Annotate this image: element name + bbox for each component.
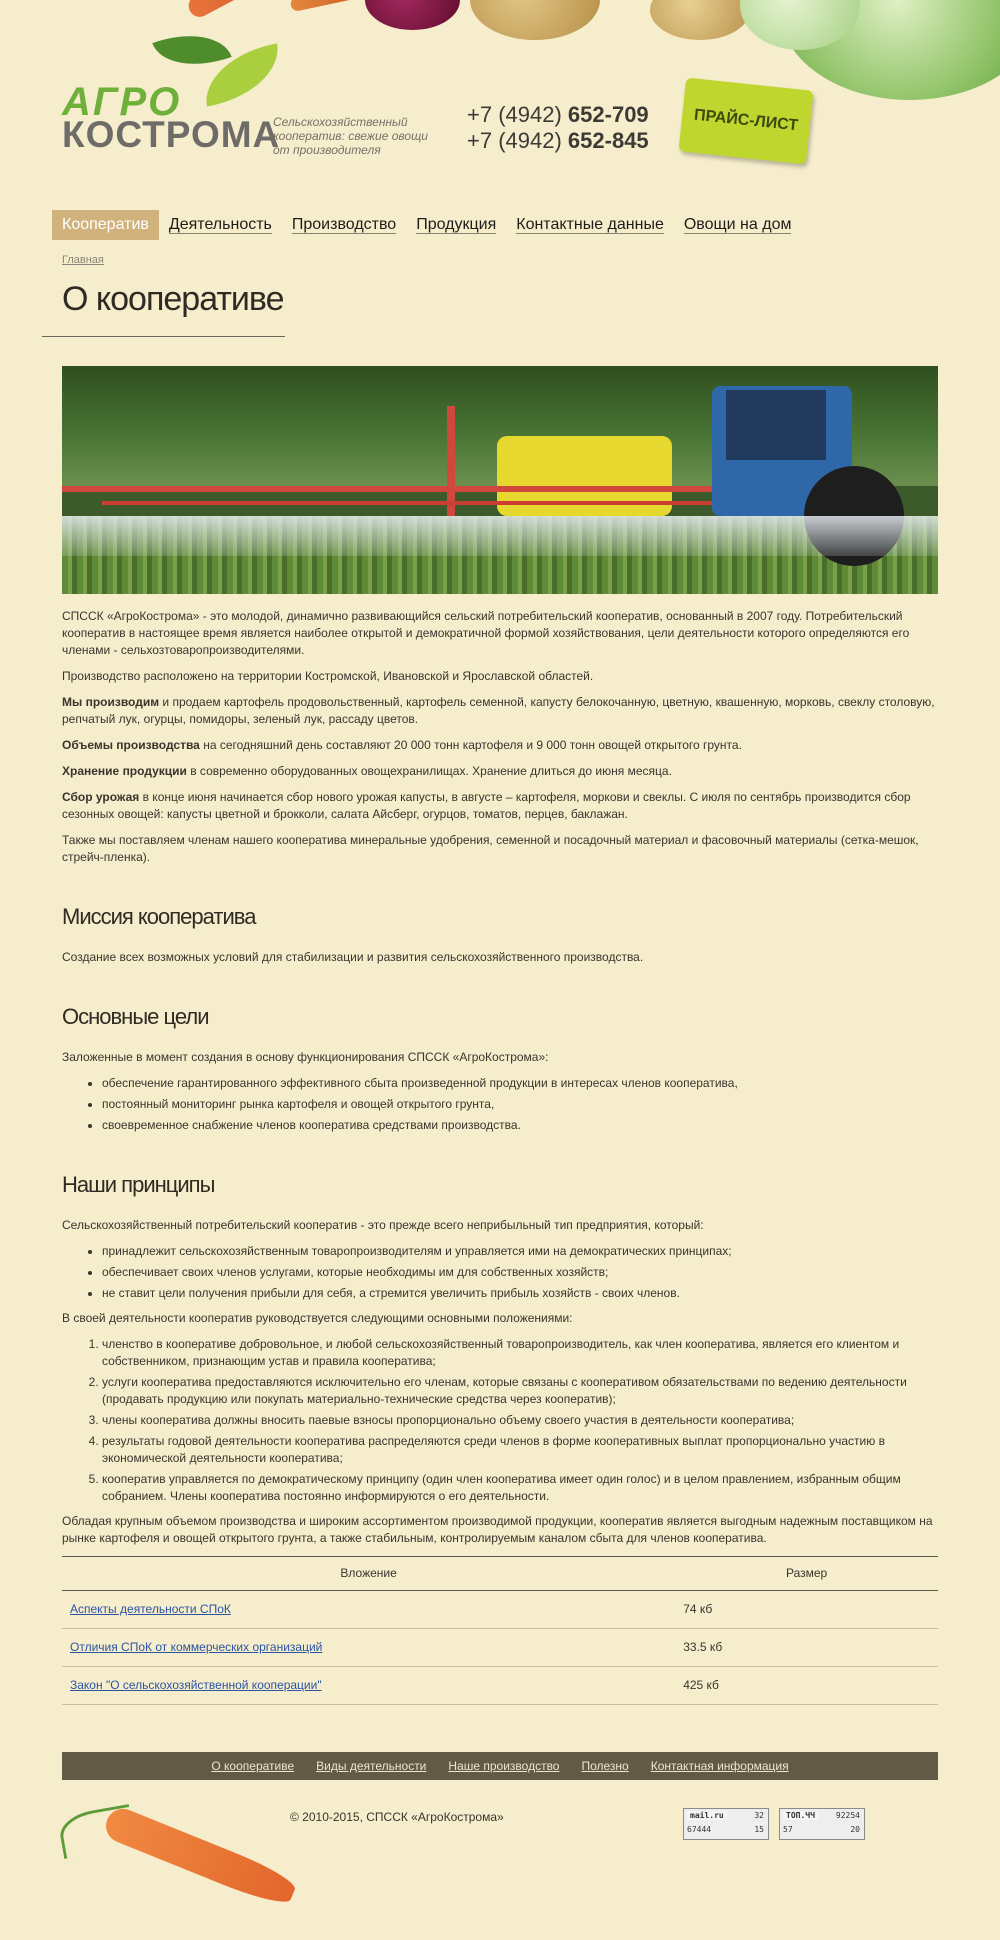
list-item: • принадлежит сельскохозяйственным товаропроизводителям и управляется ими на демократических принципах;: [102, 1243, 938, 1260]
mission-text: Создание всех возможных условий для стабилизации и развития сельскохозяйственного производства.: [62, 950, 644, 964]
footer-link-about[interactable]: О кооперативе: [211, 1759, 295, 1773]
table-row: [62, 1591, 938, 1629]
goals-heading: Основные цели: [62, 1004, 209, 1029]
attachment-size: 33.5 кб: [675, 1629, 938, 1667]
intro-paragraph: СПССК «АгроКострома» - это молодой, динамично развивающийся сельский потребительский кооператив, основанный в 2007 году. Потребительский кооператив в настоящее время является наиболее открытой и демократичной формой хозяйствования, цели деятельности которого определяются его членами - сельхозтоваропроизводителями.: [62, 609, 910, 657]
list-item: • своевременное снабжение членов кооператива средствами производства.: [102, 1117, 938, 1134]
nav-item-cooperative[interactable]: Кооператив: [52, 210, 159, 240]
column-header-file: Вложение: [62, 1557, 675, 1591]
main-content: [62, 608, 938, 1705]
table-row: [62, 1629, 938, 1667]
potato-illustration: [650, 0, 750, 40]
principles-intro: Сельскохозяйственный потребительский кооператив - это прежде всего неприбыльный тип предприятия, который:: [62, 1218, 704, 1232]
attachment-link[interactable]: Отличия СПоК от коммерческих организаций: [70, 1640, 323, 1654]
potato-illustration: [470, 0, 600, 40]
price-list-button[interactable]: ПРАЙС-ЛИСТ: [678, 78, 813, 165]
list-item: 4. результаты годовой деятельности кооператива распределяются среди членов в форме кооперативных выплат пропорционально участию в экономической деятельности кооператива;: [102, 1433, 938, 1467]
footer-link-contacts[interactable]: Контактная информация: [650, 1759, 789, 1773]
nav-item-products[interactable]: Продукция: [416, 216, 497, 233]
goals-intro: Заложенные в момент создания в основу функционирования СПССК «АгроКострома»:: [62, 1050, 549, 1064]
list-item: 5. кооператив управляется по демократическому принципу (один член кооператива имеет один голос) и в целом правлением, избранным общим собранием. Члены кооператива постоянно информируются о его деятельности.: [102, 1471, 938, 1505]
phone-2: +7 (4942) 652-845: [467, 128, 649, 153]
list-item: • постоянный мониторинг рынка картофеля и овощей открытого грунта,: [102, 1096, 938, 1113]
nav-item-production[interactable]: Производство: [291, 216, 397, 233]
attachments-table: [62, 1556, 938, 1705]
footer-nav: [62, 1752, 938, 1780]
nav-item-contacts[interactable]: Контактные данные: [516, 216, 664, 233]
site-logo[interactable]: [62, 30, 281, 155]
carrot-illustration: [289, 0, 370, 12]
goals-list: [62, 1075, 938, 1134]
mission-heading: Миссия кооператива: [62, 904, 256, 929]
title-divider: [42, 336, 285, 337]
mailru-counter[interactable]: mail.ru 32 67444 15: [683, 1808, 769, 1840]
list-item: 2. услуги кооператива предоставляются исключительно его членам, которые связаны с кооперативом обязательствами по ведению деятельности (продавать продукцию или покупать материально-технические средства через кооператив);: [102, 1374, 938, 1408]
footer-link-activities[interactable]: Виды деятельности: [316, 1759, 427, 1773]
main-nav: [52, 210, 801, 240]
attachment-link[interactable]: Закон "О сельскохозяйственной кооперации": [70, 1678, 322, 1692]
intro-paragraph: Мы производим и продаем картофель продовольственный, картофель семенной, капусту белокочанную, цветную, квашенную, морковь, свеклу столовую, репчатый лук, огурцы, помидоры, зеленый лук, рассаду цветов.: [62, 695, 935, 726]
list-item: • обеспечивает своих членов услугами, которые необходимы им для собственных хозяйств;: [102, 1264, 938, 1281]
column-header-size: Размер: [675, 1557, 938, 1591]
attachment-size: 425 кб: [675, 1667, 938, 1705]
intro-paragraph: Также мы поставляем членам нашего кооператива минеральные удобрения, семенной и посадочный материал и фасовочный материалы (сетка-мешок, стрейч-пленка).: [62, 833, 919, 864]
intro-paragraph: Производство расположено на территории Костромской, Ивановской и Ярославской областей.: [62, 669, 594, 683]
nav-item-activity[interactable]: Деятельность: [168, 216, 272, 233]
hero-image-tractor: [62, 366, 938, 594]
rules-intro: В своей деятельности кооператив руководствуется следующими основными положениями:: [62, 1311, 573, 1325]
carrot-illustration: [101, 1804, 299, 1910]
principles-list: [62, 1243, 938, 1302]
footer-link-useful[interactable]: Полезно: [581, 1759, 629, 1773]
breadcrumb-home[interactable]: Главная: [62, 254, 104, 266]
principles-heading: Наши принципы: [62, 1172, 215, 1197]
attachment-size: 74 кб: [675, 1591, 938, 1629]
list-item: 1. членство в кооперативе добровольное, и любой сельскохозяйственный товаропроизводитель, как член кооператива, является его клиентом и собственником, признающим устав и правила кооператива;: [102, 1336, 938, 1370]
closing-paragraph: Обладая крупным объемом производства и широким ассортиментом производимой продукции, кооператив является выгодным надежным поставщиком на рынке картофеля и овощей открытого грунта, а также стабильным, контролируемым каналом сбыта для членов кооператива.: [62, 1514, 933, 1545]
logo-text-top: АГРО: [62, 80, 182, 124]
table-row: [62, 1667, 938, 1705]
rules-list: [62, 1336, 938, 1505]
nav-item-home-delivery[interactable]: Овощи на дом: [683, 216, 792, 233]
intro-paragraph: Сбор урожая в конце июня начинается сбор нового урожая капусты, в августе – картофеля, моркови и свеклы. С июля по сентябрь производится сбор сезонных овощей: капусты цветной и брокколи, салата Айсберг, огурцов, томатов, перцев, баклажан.: [62, 790, 911, 821]
top-counter[interactable]: ТОП.ЧЧ 92254 57 20: [779, 1808, 865, 1840]
copyright: © 2010-2015, СПССК «АгроКострома»: [290, 1810, 504, 1824]
attachment-link[interactable]: Аспекты деятельности СПоК: [70, 1602, 231, 1616]
list-item: • не ставит цели получения прибыли для себя, а стремится увеличить прибыль хозяйств - своих членов.: [102, 1285, 938, 1302]
intro-paragraph: Объемы производства на сегодняшний день составляют 20 000 тонн картофеля и 9 000 тонн овощей открытого грунта.: [62, 738, 742, 752]
phone-numbers: [467, 102, 649, 154]
phone-1: +7 (4942) 652-709: [467, 102, 649, 127]
list-item: • обеспечение гарантированного эффективного сбыта произведенной продукции в интересах членов кооператива,: [102, 1075, 938, 1092]
logo-text-bottom: КОСТРОМА: [62, 114, 281, 155]
page-title: О кооперативе: [62, 280, 284, 318]
list-item: 3. члены кооператива должны вносить паевые взносы пропорционально объему своего участия в деятельности кооператива;: [102, 1412, 938, 1429]
site-tagline: Сельскохозяйственный кооператив: свежие овощи от производителя: [273, 115, 428, 157]
intro-paragraph: Хранение продукции в современно оборудованных овощехранилищах. Хранение длиться до июня месяца.: [62, 764, 672, 778]
beet-illustration: [365, 0, 460, 30]
footer-link-production[interactable]: Наше производство: [448, 1759, 560, 1773]
